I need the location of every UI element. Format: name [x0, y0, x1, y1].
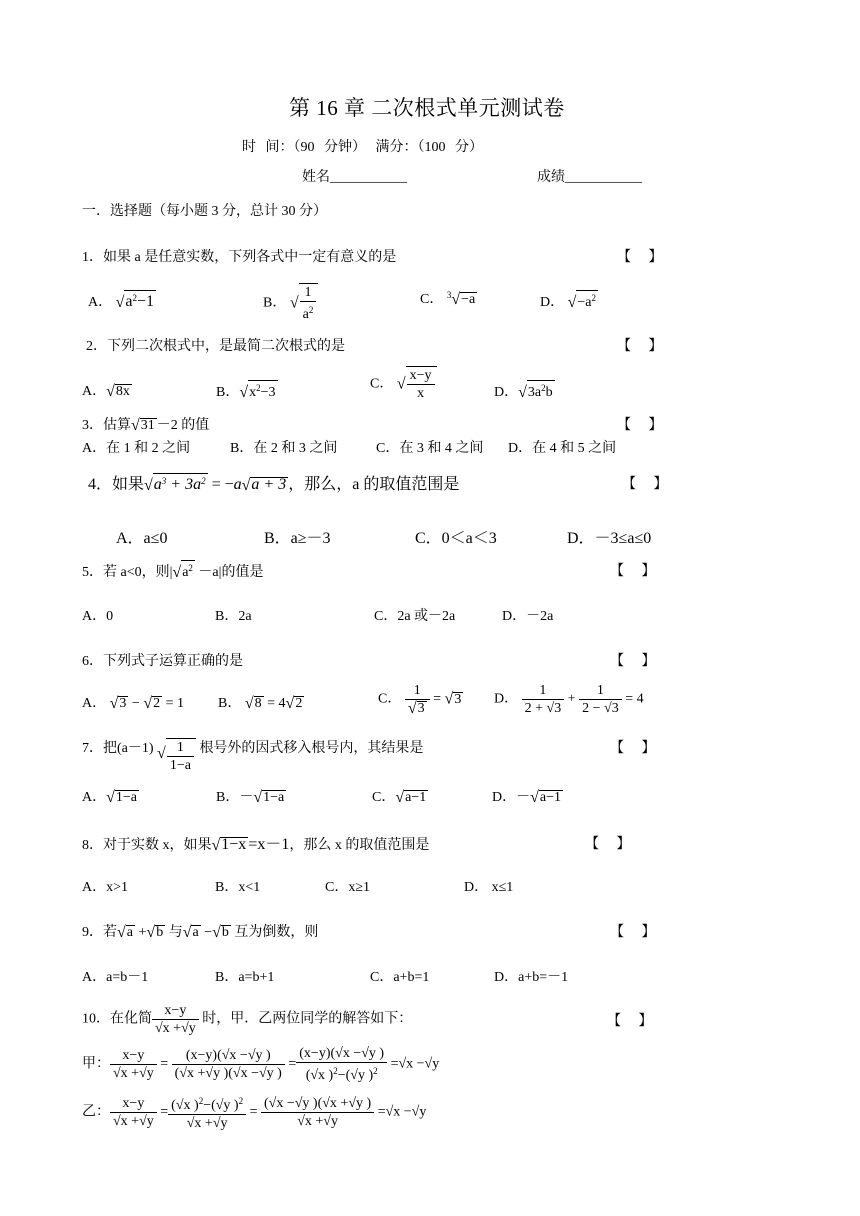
q2-option-b-label: B．	[216, 385, 240, 400]
q9-option-c[interactable]: C．a+b=1	[370, 970, 430, 985]
q2-option-a-label: A．	[82, 384, 107, 399]
q9-stem-and: 与	[168, 925, 183, 940]
q7-option-b[interactable]: B．－√1−a	[216, 789, 285, 806]
question-1-stem: 1．如果 a 是任意实数，下列各式中一定有意义的是	[82, 250, 397, 265]
q3-option-d[interactable]: D．在 4 和 5 之间	[508, 441, 617, 456]
name-field[interactable]: 姓名___________	[302, 170, 407, 185]
q4-option-d[interactable]: D．－3≤a≤0	[567, 530, 652, 547]
answer-bracket-9[interactable]: 【 】	[610, 925, 656, 940]
q7-stem-text: 7．把(a－1)	[82, 741, 154, 756]
q1-option-c[interactable]: C． $^3$√−a	[420, 290, 476, 308]
q7-option-d[interactable]: D．－√a−1	[492, 789, 562, 806]
q5-stem-text-end: －a|的值是	[198, 565, 264, 580]
q2-option-b[interactable]: B．$√x^2-3$	[216, 380, 278, 402]
q3-stem-text-end: －2 的值	[156, 418, 210, 433]
question-3-stem: 3．估算√31 －2 的值	[82, 417, 210, 434]
q6-option-c[interactable]: C． $\frac{1}{√3}$ = √3	[378, 683, 462, 717]
score-field[interactable]: 成绩___________	[537, 170, 642, 185]
answer-bracket-10[interactable]: 【 】	[607, 1014, 653, 1029]
q6-option-b-label: B．	[218, 696, 242, 711]
q4-option-a[interactable]: A．a≤0	[116, 530, 168, 547]
section-heading: 一．选择题（每小题 3 分，总计 30 分）	[82, 204, 327, 219]
q5-stem-text: 5．若 a<0，则|	[82, 565, 173, 580]
page-title: 第 16 章 二次根式单元测试卷	[289, 96, 565, 120]
q1-option-d[interactable]: D． $√-a^2$	[540, 290, 598, 312]
answer-bracket-5[interactable]: 【 】	[610, 564, 656, 579]
q8-stem-text-end: ，那么 x 的取值范围是	[289, 838, 430, 853]
q7-stem-text-end: 根号外的因式移入根号内，其结果是	[199, 741, 424, 756]
answer-bracket-6[interactable]: 【 】	[610, 654, 656, 669]
question-7-stem: 7．把(a－1) √ $\frac{1}{1-a}$ 根号外的因式移入根号内，其结果是	[82, 740, 424, 774]
solution-jia-label: 甲：	[82, 1056, 110, 1072]
q7-option-a[interactable]: A．√1−a	[82, 789, 138, 806]
q9-stem-text-end: 互为倒数，则	[234, 925, 319, 940]
q8-option-d[interactable]: D． x≤1	[464, 880, 514, 895]
q7-option-b-label: B．－	[216, 790, 254, 805]
q8-option-b[interactable]: B．x<1	[215, 880, 261, 895]
q9-option-a[interactable]: A．a=b－1	[82, 970, 149, 985]
q3-option-a[interactable]: A．在 1 和 2 之间	[82, 441, 191, 456]
q7-option-c[interactable]: C．√a−1	[372, 789, 427, 806]
solution-yi: 乙： $\frac{x-y}{√x +√y}$ = $\frac{(√x )^2-(√y )^2}{√x +√y}$ = $\frac{(√x -√y )(√x +√y )}{√x +√y}$ =√x −√y	[82, 1093, 426, 1132]
q4-option-c[interactable]: C．0＜a＜3	[415, 530, 497, 547]
q2-option-d-label: D．	[494, 385, 519, 400]
answer-bracket-7[interactable]: 【 】	[610, 741, 656, 756]
answer-bracket-4[interactable]: 【 】	[622, 477, 668, 492]
q6-option-c-label: C．	[378, 691, 402, 707]
q3-option-c[interactable]: C．在 3 和 4 之间	[376, 441, 484, 456]
question-9-stem: 9．若√a +√b 与√a −√b 互为倒数，则	[82, 924, 319, 941]
q4-stem-text: 4．如果	[88, 476, 145, 493]
q10-stem-text: 10．在化简	[82, 1011, 152, 1027]
time-score-line: 时 间：（90 分钟） 满分：（100 分）	[242, 140, 483, 155]
q5-option-b[interactable]: B．2a	[215, 609, 252, 624]
question-5-stem: 5．若 a<0，则$|√a^2 -a|$的值是	[82, 560, 263, 582]
answer-bracket-3[interactable]: 【 】	[617, 418, 663, 433]
q7-option-a-label: A．	[82, 790, 107, 805]
q8-option-c[interactable]: C．x≥1	[325, 880, 371, 895]
q2-option-d[interactable]: D．$√3a^2b$	[494, 380, 555, 402]
q10-stem-text-end: 时，甲．乙两位同学的解答如下：	[202, 1011, 413, 1027]
q6-option-a[interactable]: A． √3 − √2 = 1	[82, 695, 184, 712]
q2-option-a[interactable]: A．√8x	[82, 383, 130, 400]
question-2-stem: 2．下列二次根式中，是最简二次根式的是	[86, 339, 345, 354]
question-8-stem: 8．对于实数 x，如果√1−x =x－1，那么 x 的取值范围是	[82, 836, 430, 854]
q1-option-c-label: C．	[420, 292, 444, 307]
q1-option-b[interactable]: B． √ $\frac{1}{a^2}$	[263, 283, 318, 323]
q6-option-b[interactable]: B． √8 = 4√2	[218, 695, 303, 712]
question-4-stem: 4．如果$√a^3 + 3a^2 = -a√a + 3$ ，那么，a 的取值范围是	[88, 471, 459, 495]
q4-stem-text-end: ，那么，a 的取值范围是	[288, 476, 460, 493]
q6-option-d-label: D．	[494, 691, 519, 707]
q2-option-c[interactable]: C． √ $\frac{x-y}{x}$	[370, 366, 437, 402]
q1-option-b-label: B．	[263, 295, 287, 311]
q8-option-a[interactable]: A．x>1	[82, 880, 129, 895]
q5-option-c[interactable]: C．2a 或－2a	[374, 609, 456, 624]
q2-option-c-label: C．	[370, 376, 394, 392]
q7-option-c-label: C．	[372, 790, 396, 805]
solution-yi-label: 乙：	[82, 1104, 110, 1120]
q3-stem-text: 3．估算	[82, 418, 131, 433]
q9-option-d[interactable]: D．a+b=－1	[494, 970, 569, 985]
answer-bracket-8[interactable]: 【 】	[585, 837, 631, 852]
answer-bracket-2[interactable]: 【 】	[617, 339, 663, 354]
q1-option-d-label: D．	[540, 295, 565, 310]
solution-jia: 甲： $\frac{x-y}{√x +√y}$ = $\frac{(x-y)(√x -√y )}{(√x +√y )(√x -√y )}$ = $\frac{(x-y)(√x -√y )}{(√x )^2-(√y )^2}$ =√x −√y	[82, 1046, 440, 1083]
q5-option-d[interactable]: D．－2a	[502, 609, 554, 624]
q6-option-a-label: A．	[82, 696, 107, 711]
q3-option-b[interactable]: B．在 2 和 3 之间	[230, 441, 338, 456]
q5-option-a[interactable]: A．0	[82, 609, 114, 624]
q9-option-b[interactable]: B．a=b+1	[215, 970, 275, 985]
q7-option-d-label: D．－	[492, 790, 531, 805]
q1-option-a[interactable]: A． $√a^2-1$	[88, 290, 156, 312]
q4-option-b[interactable]: B．a≥－3	[264, 530, 331, 547]
q1-option-a-label: A．	[88, 295, 113, 310]
q6-option-d[interactable]: D． $\frac{1}{2 + √3}$ + $\frac{1}{2 - √3}$ = 4	[494, 683, 644, 716]
question-10-stem: 10．在化简 $\frac{x-y}{√x +√y}$ 时，甲．乙两位同学的解答如下：	[82, 1003, 413, 1036]
q9-stem-text: 9．若	[82, 925, 117, 940]
answer-bracket-1[interactable]: 【 】	[617, 250, 663, 265]
q8-stem-text: 8．对于实数 x，如果	[82, 838, 212, 853]
question-6-stem: 6．下列式子运算正确的是	[82, 654, 243, 669]
q8-stem-equation: =x－1	[248, 836, 290, 853]
